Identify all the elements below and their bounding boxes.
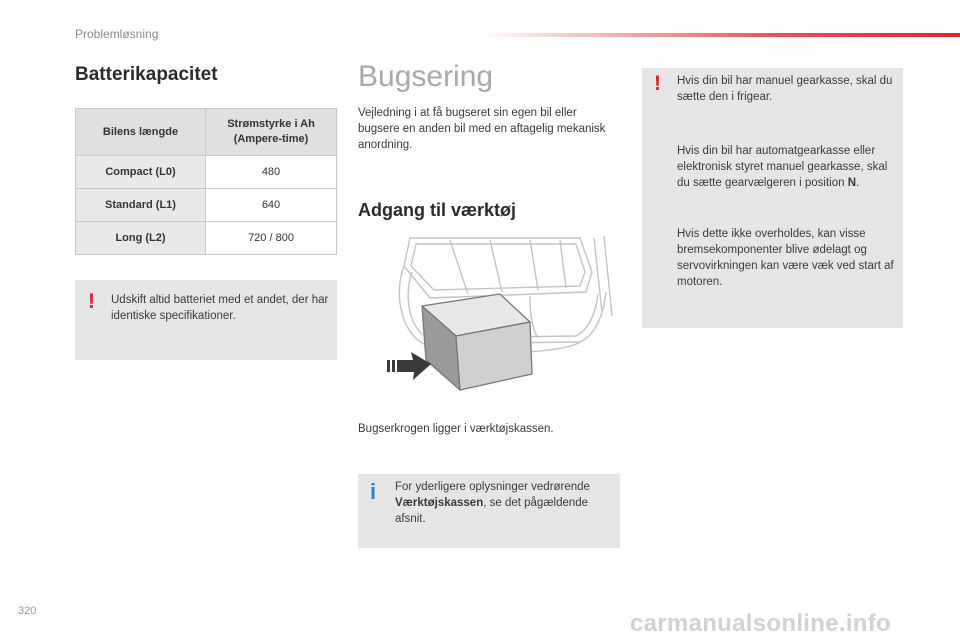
gear-position-n: N xyxy=(847,177,856,189)
gear-warning-box xyxy=(642,68,903,328)
watermark: carmanualsonline.info xyxy=(630,610,892,637)
arrow-icon xyxy=(385,350,433,382)
row-value: 640 xyxy=(206,189,337,222)
column-header-length xyxy=(76,109,206,156)
header-accent-bar xyxy=(480,33,960,37)
toolbox-info-box xyxy=(358,474,620,548)
section-title: Problemløsning xyxy=(75,27,159,41)
battery-warning-text: Udskift altid batteriet med et andet, der har identiske specifikationer. xyxy=(111,294,329,322)
row-value: 480 xyxy=(206,156,337,189)
page-number: 320 xyxy=(18,605,37,617)
info-text-prefix: For yderligere oplysninger vedrørende xyxy=(395,481,590,493)
towing-heading: Bugsering xyxy=(358,60,494,93)
row-value: 720 / 800 xyxy=(206,222,337,255)
warning-icon: ! xyxy=(88,290,95,313)
info-text-suffix: , se det pågældende afsnit. xyxy=(395,497,589,525)
toolbox-caption: Bugserkrogen ligger i værktøjskassen. xyxy=(358,423,554,435)
table-row xyxy=(76,222,337,255)
battery-capacity-table xyxy=(75,108,337,255)
info-text-bold: Værktøjskassen xyxy=(395,497,484,509)
row-label: Long (L2) xyxy=(76,222,206,255)
column-header-capacity-line1: Strømstyrke i Ah xyxy=(227,118,315,130)
tool-access-heading: Adgang til værktøj xyxy=(358,200,517,220)
column-header-length-text: Bilens længde xyxy=(102,125,179,138)
gear-warning-text-consequence: Hvis dette ikke overholdes, kan visse bremsekomponenter blive ødelagt og servovirkningen kan være væk ved start af motoren. xyxy=(677,228,894,288)
table-row xyxy=(76,189,337,222)
battery-heading: Batterikapacitet xyxy=(75,64,218,85)
gear-warning-text-manual: Hvis din bil har manuel gearkasse, skal du sætte den i frigear. xyxy=(677,75,893,103)
towing-intro-text: Vejledning i at få bugseret sin egen bil eller bugsere en anden bil med en aftagelig mekanisk anordning. xyxy=(358,107,606,151)
row-label: Compact (L0) xyxy=(76,156,206,189)
toolbox-info-text xyxy=(395,479,613,527)
gear-warning-text-automatic-end: . xyxy=(856,177,860,189)
column-header-capacity xyxy=(206,109,337,156)
warning-icon: ! xyxy=(654,72,661,95)
row-label: Standard (L1) xyxy=(76,189,206,222)
column-header-capacity-line2: (Ampere-time) xyxy=(233,133,309,145)
battery-warning-box xyxy=(75,280,337,360)
table-header-row xyxy=(76,109,337,156)
info-icon: i xyxy=(370,479,377,504)
table-row xyxy=(76,156,337,189)
gear-warning-text-automatic xyxy=(677,143,899,191)
gear-warning-text-automatic-main: Hvis din bil har automatgearkasse eller elektronisk styret manuel gearkasse, skal du sætte gearvælgeren i position xyxy=(677,145,888,189)
